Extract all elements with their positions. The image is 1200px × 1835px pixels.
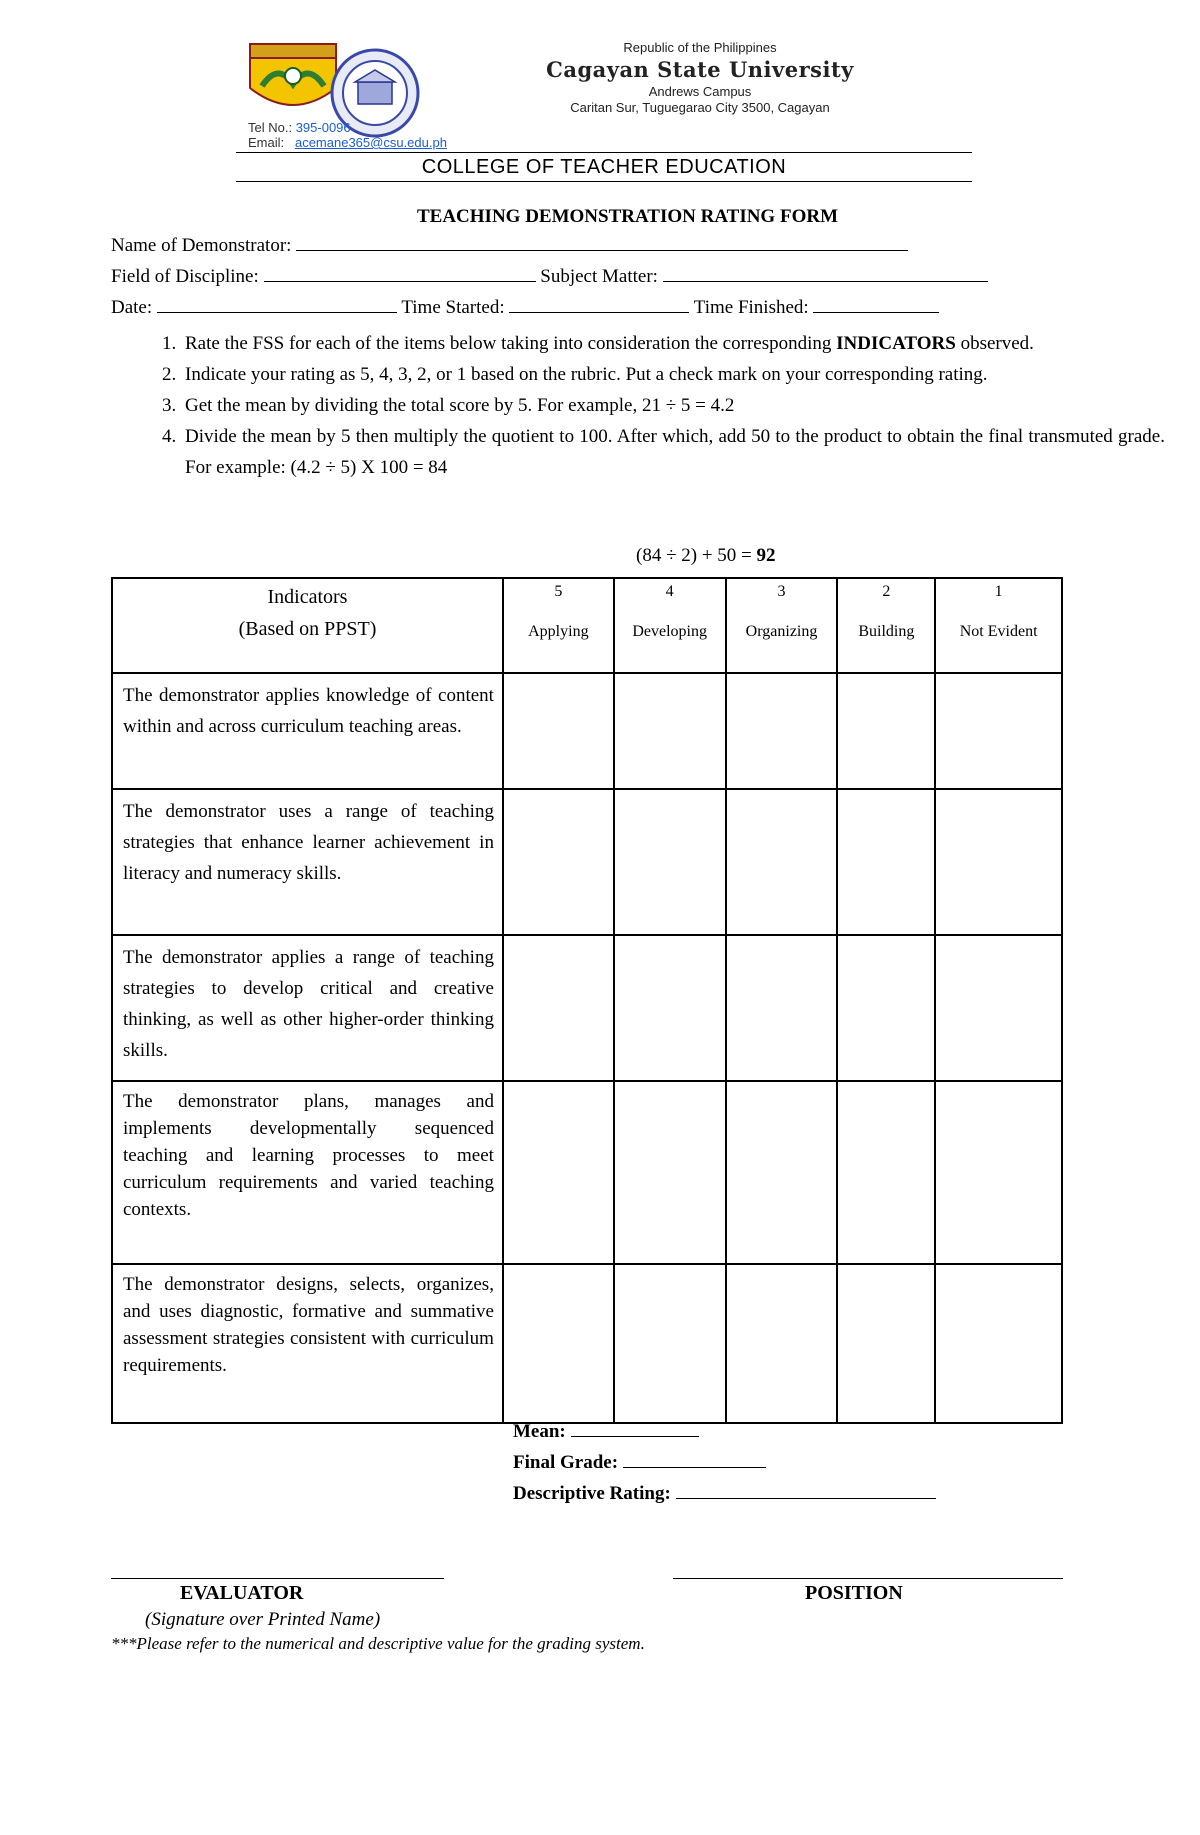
evaluator-label: EVALUATOR	[180, 1582, 304, 1604]
formula-line: (84 ÷ 2) + 50 = 92	[636, 545, 776, 566]
final-grade-row: Final Grade:	[513, 1447, 936, 1478]
rating-cell-3[interactable]	[726, 789, 838, 935]
indicator-text: The demonstrator designs, selects, organizes, and uses diagnostic, formative and summative assessment strategies consistent with curriculum requirements.	[112, 1264, 503, 1423]
instruction-item: 3. Get the mean by dividing the total score by 5. For example, 21 ÷ 5 = 4.2	[181, 390, 1165, 421]
rating-cell-2[interactable]	[837, 1081, 935, 1264]
position-label: POSITION	[805, 1582, 903, 1604]
demonstrator-row	[111, 234, 908, 257]
indicator-text: The demonstrator uses a range of teaching strategies that enhance learner achievement in literacy and numeracy skills.	[112, 789, 503, 935]
indicators-header: Indicators (Based on PPST)	[112, 578, 503, 673]
rating-cell-2[interactable]	[837, 935, 935, 1081]
final-grade-field[interactable]	[623, 1451, 766, 1468]
table-row	[112, 673, 1062, 789]
rating-cell-1[interactable]	[935, 935, 1062, 1081]
indicator-text: The demonstrator applies knowledge of content within and across curriculum teaching areas.	[112, 673, 503, 789]
contact-info	[248, 120, 447, 150]
republic-line: Republic of the Philippines	[623, 40, 777, 55]
table-header-row	[112, 578, 1062, 673]
address-line: Caritan Sur, Tuguegarao City 3500, Cagayan	[570, 100, 830, 115]
mean-row: Mean:	[513, 1416, 936, 1447]
discipline-row	[111, 265, 988, 288]
table-row	[112, 1264, 1062, 1423]
field-field[interactable]	[264, 265, 536, 282]
rating-cell-5[interactable]	[503, 1264, 614, 1423]
rating-cell-2[interactable]	[837, 673, 935, 789]
scale-header-3: 3 Organizing	[726, 578, 838, 673]
rating-cell-2[interactable]	[837, 1264, 935, 1423]
university-logo	[248, 42, 338, 118]
scale-header-5: 5 Applying	[503, 578, 614, 673]
instruction-item: 1. Rate the FSS for each of the items below taking into consideration the corresponding INDICATORS observed.	[181, 328, 1165, 359]
rating-cell-3[interactable]	[726, 1081, 838, 1264]
finished-field[interactable]	[813, 296, 939, 313]
scale-header-4: 4 Developing	[614, 578, 726, 673]
instruction-item: 4. Divide the mean by 5 then multiply the quotient to 100. After which, add 50 to the product to obtain the final transmuted grade. For example: (4.2 ÷ 5) X 100 = 84	[181, 421, 1165, 483]
indicator-text: The demonstrator applies a range of teaching strategies to develop critical and creative thinking, as well as other higher-order thinking skills.	[112, 935, 503, 1081]
date-field[interactable]	[157, 296, 397, 313]
rating-cell-1[interactable]	[935, 1081, 1062, 1264]
footnote: ***Please refer to the numerical and descriptive value for the grading system.	[111, 1634, 645, 1653]
rating-cell-3[interactable]	[726, 673, 838, 789]
results-block	[513, 1416, 936, 1509]
rating-cell-5[interactable]	[503, 1081, 614, 1264]
table-row	[112, 935, 1062, 1081]
campus-line: Andrews Campus	[648, 84, 752, 99]
evaluator-signature-line[interactable]	[111, 1578, 444, 1579]
demonstrator-field[interactable]	[296, 234, 908, 251]
rating-cell-5[interactable]	[503, 789, 614, 935]
rating-cell-1[interactable]	[935, 1264, 1062, 1423]
instructions-list	[111, 328, 1165, 483]
rating-cell-3[interactable]	[726, 935, 838, 1081]
table-row	[112, 1081, 1062, 1264]
rating-cell-4[interactable]	[614, 673, 726, 789]
rating-cell-4[interactable]	[614, 935, 726, 1081]
form-title: TEACHING DEMONSTRATION RATING FORM	[416, 206, 838, 227]
rating-cell-4[interactable]	[614, 1264, 726, 1423]
instruction-item: 2. Indicate your rating as 5, 4, 3, 2, or 1 based on the rubric. Put a check mark on your corresponding rating.	[181, 359, 1165, 390]
finished-label: Time Finished:	[693, 297, 809, 318]
rating-cell-4[interactable]	[614, 789, 726, 935]
date-label: Date:	[111, 297, 153, 318]
rating-cell-5[interactable]	[503, 935, 614, 1081]
field-label: Field of Discipline:	[111, 266, 259, 287]
mean-field[interactable]	[571, 1420, 699, 1437]
subject-field[interactable]	[663, 265, 988, 282]
rating-cell-1[interactable]	[935, 673, 1062, 789]
rating-cell-4[interactable]	[614, 1081, 726, 1264]
descriptive-row: Descriptive Rating:	[513, 1478, 936, 1509]
rating-cell-2[interactable]	[837, 789, 935, 935]
email-link[interactable]: acemane365@csu.edu.ph	[294, 135, 447, 150]
email-label: Email:	[248, 135, 285, 150]
date-row	[111, 296, 939, 319]
demonstrator-label: Name of Demonstrator:	[111, 235, 292, 256]
descriptive-field[interactable]	[676, 1482, 936, 1499]
college-name: COLLEGE OF TEACHER EDUCATION	[421, 156, 787, 178]
tel-number: 395-0096	[295, 120, 351, 135]
rating-cell-5[interactable]	[503, 673, 614, 789]
university-header	[420, 40, 980, 116]
started-field[interactable]	[509, 296, 689, 313]
signature-note: (Signature over Printed Name)	[145, 1609, 381, 1630]
rating-table	[111, 577, 1063, 1424]
header-rule-top	[236, 152, 972, 153]
started-label: Time Started:	[401, 297, 505, 318]
indicator-text: The demonstrator plans, manages and implements developmentally sequenced teaching and learning processes to meet curriculum requirements and varied teaching contexts.	[112, 1081, 503, 1264]
university-name: Cagayan State University	[546, 57, 854, 82]
table-row	[112, 789, 1062, 935]
scale-header-1: 1 Not Evident	[935, 578, 1062, 673]
rating-cell-1[interactable]	[935, 789, 1062, 935]
tel-label: Tel No.:	[248, 120, 293, 135]
subject-label: Subject Matter:	[540, 266, 658, 287]
rating-cell-3[interactable]	[726, 1264, 838, 1423]
scale-header-2: 2 Building	[837, 578, 935, 673]
header-rule-bottom	[236, 181, 972, 182]
position-signature-line[interactable]	[673, 1578, 1063, 1579]
